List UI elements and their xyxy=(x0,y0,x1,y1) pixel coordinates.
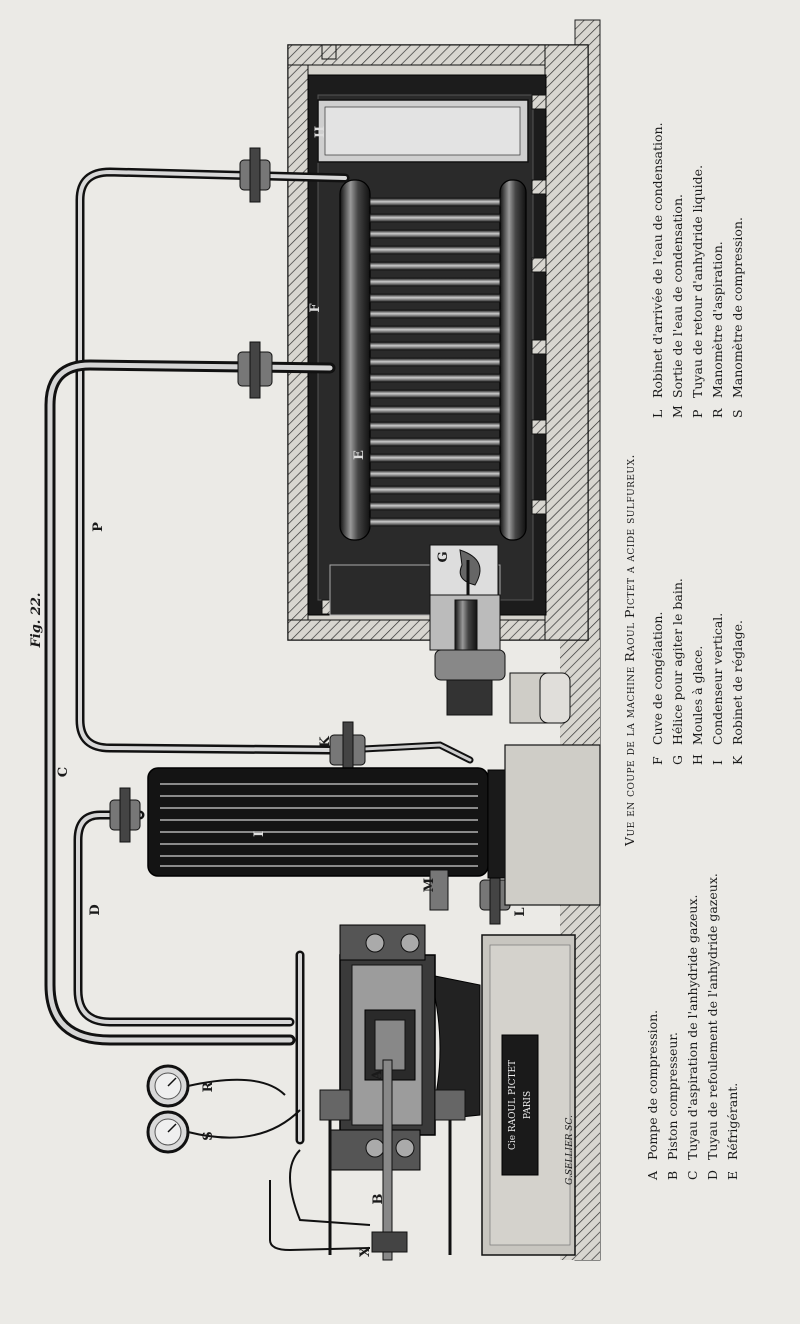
valve-middle xyxy=(238,342,272,398)
gauge-r xyxy=(148,1066,188,1106)
figure-caption: Vue en coupe de la machine Raoul Pictet a acide sulfureux. xyxy=(622,454,637,846)
figure-number: Fig. 22. xyxy=(29,592,44,648)
label-k: K xyxy=(318,736,333,748)
label-f: F xyxy=(308,303,323,313)
label-g: G xyxy=(436,551,451,563)
label-r: R xyxy=(201,1081,216,1093)
valve-top xyxy=(240,148,270,202)
legend-key-e: E xyxy=(725,1170,740,1180)
legend-key-b: B xyxy=(665,1170,680,1180)
legend-key-s: S xyxy=(730,409,745,418)
legend-text-l: Robinet d'arrivée de l'eau de condensation. xyxy=(650,122,665,398)
compression-pump xyxy=(270,925,575,1260)
engraver-signature: G.SELLIER SC. xyxy=(565,1115,575,1185)
legend-text-p: Tuyau de retour d'anhydride liquide. xyxy=(690,164,705,398)
refrigerant-coil xyxy=(340,180,526,540)
vertical-condenser xyxy=(148,745,600,910)
legend-key-f: F xyxy=(650,756,665,765)
label-l: L xyxy=(513,907,528,917)
legend-key-c: C xyxy=(685,1170,700,1180)
legend-key-a: A xyxy=(645,1170,660,1180)
legend-text-i: Condenseur vertical. xyxy=(710,612,725,745)
label-x: X xyxy=(358,1246,373,1258)
label-d: D xyxy=(88,904,103,916)
legend-key-g: G xyxy=(670,755,685,765)
drive-pulley xyxy=(435,650,570,723)
legend-text-e: Réfrigérant. xyxy=(725,1082,740,1160)
label-p: P xyxy=(91,522,106,532)
nameplate xyxy=(502,1035,538,1175)
legend-key-m: M xyxy=(670,405,685,418)
legend-text-g: Hélice pour agiter le bain. xyxy=(670,578,685,745)
label-m: M xyxy=(422,877,437,893)
legend-text-c: Tuyau d'aspiration de l'anhydride gazeux. xyxy=(685,894,700,1160)
legend-key-l: L xyxy=(650,409,665,418)
legend-text-b: Piston compresseur. xyxy=(665,1031,680,1160)
label-i: I xyxy=(252,830,267,838)
legend-text-d: Tuyau de refoulement de l'anhydride gazeux. xyxy=(705,873,720,1160)
legend-text-r: Manomètre d'aspiration. xyxy=(710,241,725,398)
legend-key-r: R xyxy=(710,408,725,418)
legend xyxy=(645,122,745,1181)
label-e: E xyxy=(352,450,367,460)
legend-text-k: Robinet de réglage. xyxy=(730,620,745,745)
legend-key-d: D xyxy=(705,1169,720,1180)
label-b: B xyxy=(371,1193,386,1205)
legend-key-k: K xyxy=(730,755,745,765)
valve-condenser xyxy=(110,788,140,842)
legend-text-h: Moules à glace. xyxy=(690,645,705,745)
nameplate-line1: Cie RAOUL PICTET xyxy=(508,1059,518,1151)
legend-text-a: Pompe de compression. xyxy=(645,1009,660,1160)
legend-key-i: I xyxy=(710,760,725,765)
label-h: H xyxy=(313,125,328,139)
gauge-s xyxy=(148,1112,188,1152)
legend-key-p: P xyxy=(690,409,705,418)
label-s: S xyxy=(201,1131,216,1141)
legend-key-h: H xyxy=(690,754,705,765)
legend-text-m: Sortie de l'eau de condensation. xyxy=(670,194,685,398)
label-c: C xyxy=(56,766,71,778)
pressure-gauges xyxy=(148,1066,300,1152)
nameplate-line2: PARIS xyxy=(523,1090,533,1120)
label-a: A xyxy=(370,1069,385,1081)
legend-text-s: Manomètre de compression. xyxy=(730,217,745,398)
legend-text-f: Cuve de congélation. xyxy=(650,611,665,745)
